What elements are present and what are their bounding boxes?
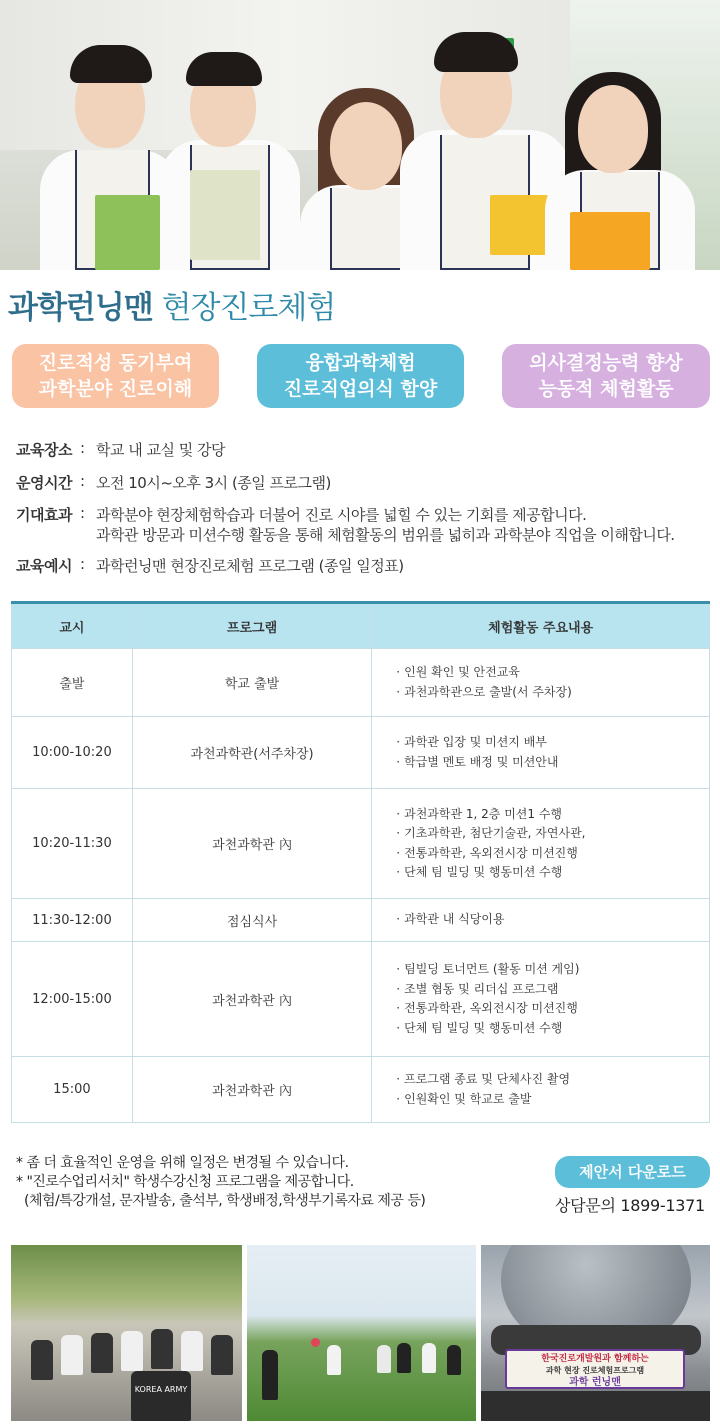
table-row: [12, 942, 710, 1057]
table-row: [12, 899, 710, 942]
info-colon: :: [80, 504, 86, 522]
activity-photo-group: [481, 1245, 710, 1421]
goal-badge-decision: [502, 344, 710, 408]
goal-badge-line: 의사결정능력 향상: [529, 352, 683, 374]
column-header: 체험활동 주요내용: [372, 603, 710, 649]
table-header-row: [12, 603, 710, 649]
activity-photo-circle: [11, 1245, 242, 1421]
shirt-print: KOREA ARMY: [131, 1371, 191, 1421]
detail-item: · 인원 확인 및 안전교육: [396, 663, 709, 683]
banner-line: 과학 런닝맨: [569, 1377, 621, 1388]
cell-details: [372, 717, 710, 789]
info-value: 과학관 방문과 미션수행 활동을 통해 체험활동의 범위를 넓히과 과학분야 직업을 이해합니다.: [96, 526, 675, 544]
schedule-table: [11, 601, 710, 1123]
column-header: 교시: [12, 603, 133, 649]
goal-badge-line: 진로직업의식 함양: [283, 378, 438, 400]
cell-program: 학교 출발: [132, 649, 371, 717]
cell-time: 15:00: [12, 1057, 133, 1123]
proposal-download-button[interactable]: 제안서 다운로드: [555, 1156, 710, 1188]
detail-item: · 팀빌딩 토너먼트 (활동 미션 게임): [396, 960, 709, 980]
detail-item: · 학급별 멘토 배정 및 미션안내: [396, 753, 709, 773]
info-label: 기대효과: [16, 506, 72, 524]
banner-line: 한국진로개발원과 함께하는: [541, 1354, 649, 1364]
detail-item: · 전통과학관, 옥외전시장 미션진행: [396, 844, 709, 864]
banner-line: 과학 현장 진로체험프로그램: [545, 1366, 645, 1375]
goal-badge-line: 능동적 체험활동: [538, 378, 674, 400]
note-line: * "진로수업리서치" 학생수강신청 프로그램을 제공합니다.: [16, 1174, 354, 1190]
info-value: 오전 10시~오후 3시 (종일 프로그램): [96, 474, 331, 492]
page-title: [8, 282, 335, 327]
goal-badge-aptitude: [12, 344, 219, 408]
ball-icon: [311, 1338, 320, 1347]
note-line: (체험/특강개설, 문자발송, 출석부, 학생배정,학생부기록자료 제공 등): [24, 1193, 426, 1209]
cell-program: 과천과학관 內: [132, 789, 371, 899]
info-label: 교육장소: [16, 441, 72, 459]
detail-item: · 전통과학관, 옥외전시장 미션진행: [396, 999, 709, 1019]
group-banner: [505, 1349, 685, 1389]
detail-item: · 단체 팀 빌딩 및 행동미션 수행: [396, 1019, 709, 1039]
info-colon: :: [80, 555, 86, 573]
info-colon: :: [80, 472, 86, 490]
notes: [16, 1154, 425, 1211]
info-value: 과학분야 현장체험학습과 더불어 진로 시야를 넓힐 수 있는 기회를 제공합니다.: [96, 506, 587, 524]
info-value: 학교 내 교실 및 강당: [96, 441, 225, 459]
cell-time: 12:00-15:00: [12, 942, 133, 1057]
cell-program: 과천과학관 內: [132, 942, 371, 1057]
info-value: 과학런닝맨 현장진로체험 프로그램 (종일 일정표): [96, 557, 404, 575]
detail-item: · 조별 협동 및 리더십 프로그램: [396, 980, 709, 1000]
detail-item: · 프로그램 종료 및 단체사진 촬영: [396, 1070, 709, 1090]
detail-item: · 인원확인 및 학교로 출발: [396, 1090, 709, 1110]
table-row: [12, 649, 710, 717]
detail-item: · 기초과학관, 첨단기술관, 자연사관,: [396, 824, 709, 844]
column-header: 프로그램: [132, 603, 371, 649]
detail-item: · 과천과학관 1, 2층 미션1 수행: [396, 805, 709, 825]
activity-photo-field: [247, 1245, 476, 1421]
cell-details: [372, 942, 710, 1057]
table-row: [12, 789, 710, 899]
contact-phone: 상담문의 1899-1371: [555, 1196, 705, 1215]
cell-time: 출발: [12, 649, 133, 717]
cell-time: 10:00-10:20: [12, 717, 133, 789]
table-row: [12, 1057, 710, 1123]
detail-item: · 과학관 내 식당이용: [396, 910, 709, 930]
detail-item: · 과천과학관으로 출발(서 주차장): [396, 683, 709, 703]
note-line: * 좀 더 효율적인 운영을 위해 일정은 변경될 수 있습니다.: [16, 1155, 349, 1171]
goal-badge-line: 융합과학체험: [305, 352, 416, 374]
info-label: 운영시간: [16, 474, 72, 492]
cell-program: 점심식사: [132, 899, 371, 942]
detail-item: · 단체 팀 빌딩 및 행동미션 수행: [396, 863, 709, 883]
goal-badge-science: [257, 344, 464, 408]
info-label: 교육예시: [16, 557, 72, 575]
title-brand: 과학런닝맨: [8, 290, 153, 326]
goal-badge-line: 진로적성 동기부여: [38, 352, 193, 374]
table-row: [12, 717, 710, 789]
detail-item: · 과학관 입장 및 미션지 배부: [396, 733, 709, 753]
goal-badge-line: 과학분야 진로이해: [38, 378, 193, 400]
cell-details: [372, 899, 710, 942]
cell-details: [372, 649, 710, 717]
cell-details: [372, 789, 710, 899]
title-subtitle: 현장진로체험: [161, 290, 336, 326]
cell-program: 과천과학관 內: [132, 1057, 371, 1123]
cell-details: [372, 1057, 710, 1123]
hero-image: [0, 0, 720, 270]
cell-program: 과천과학관(서주차장): [132, 717, 371, 789]
cell-time: 10:20-11:30: [12, 789, 133, 899]
info-colon: :: [80, 439, 86, 457]
cell-time: 11:30-12:00: [12, 899, 133, 942]
